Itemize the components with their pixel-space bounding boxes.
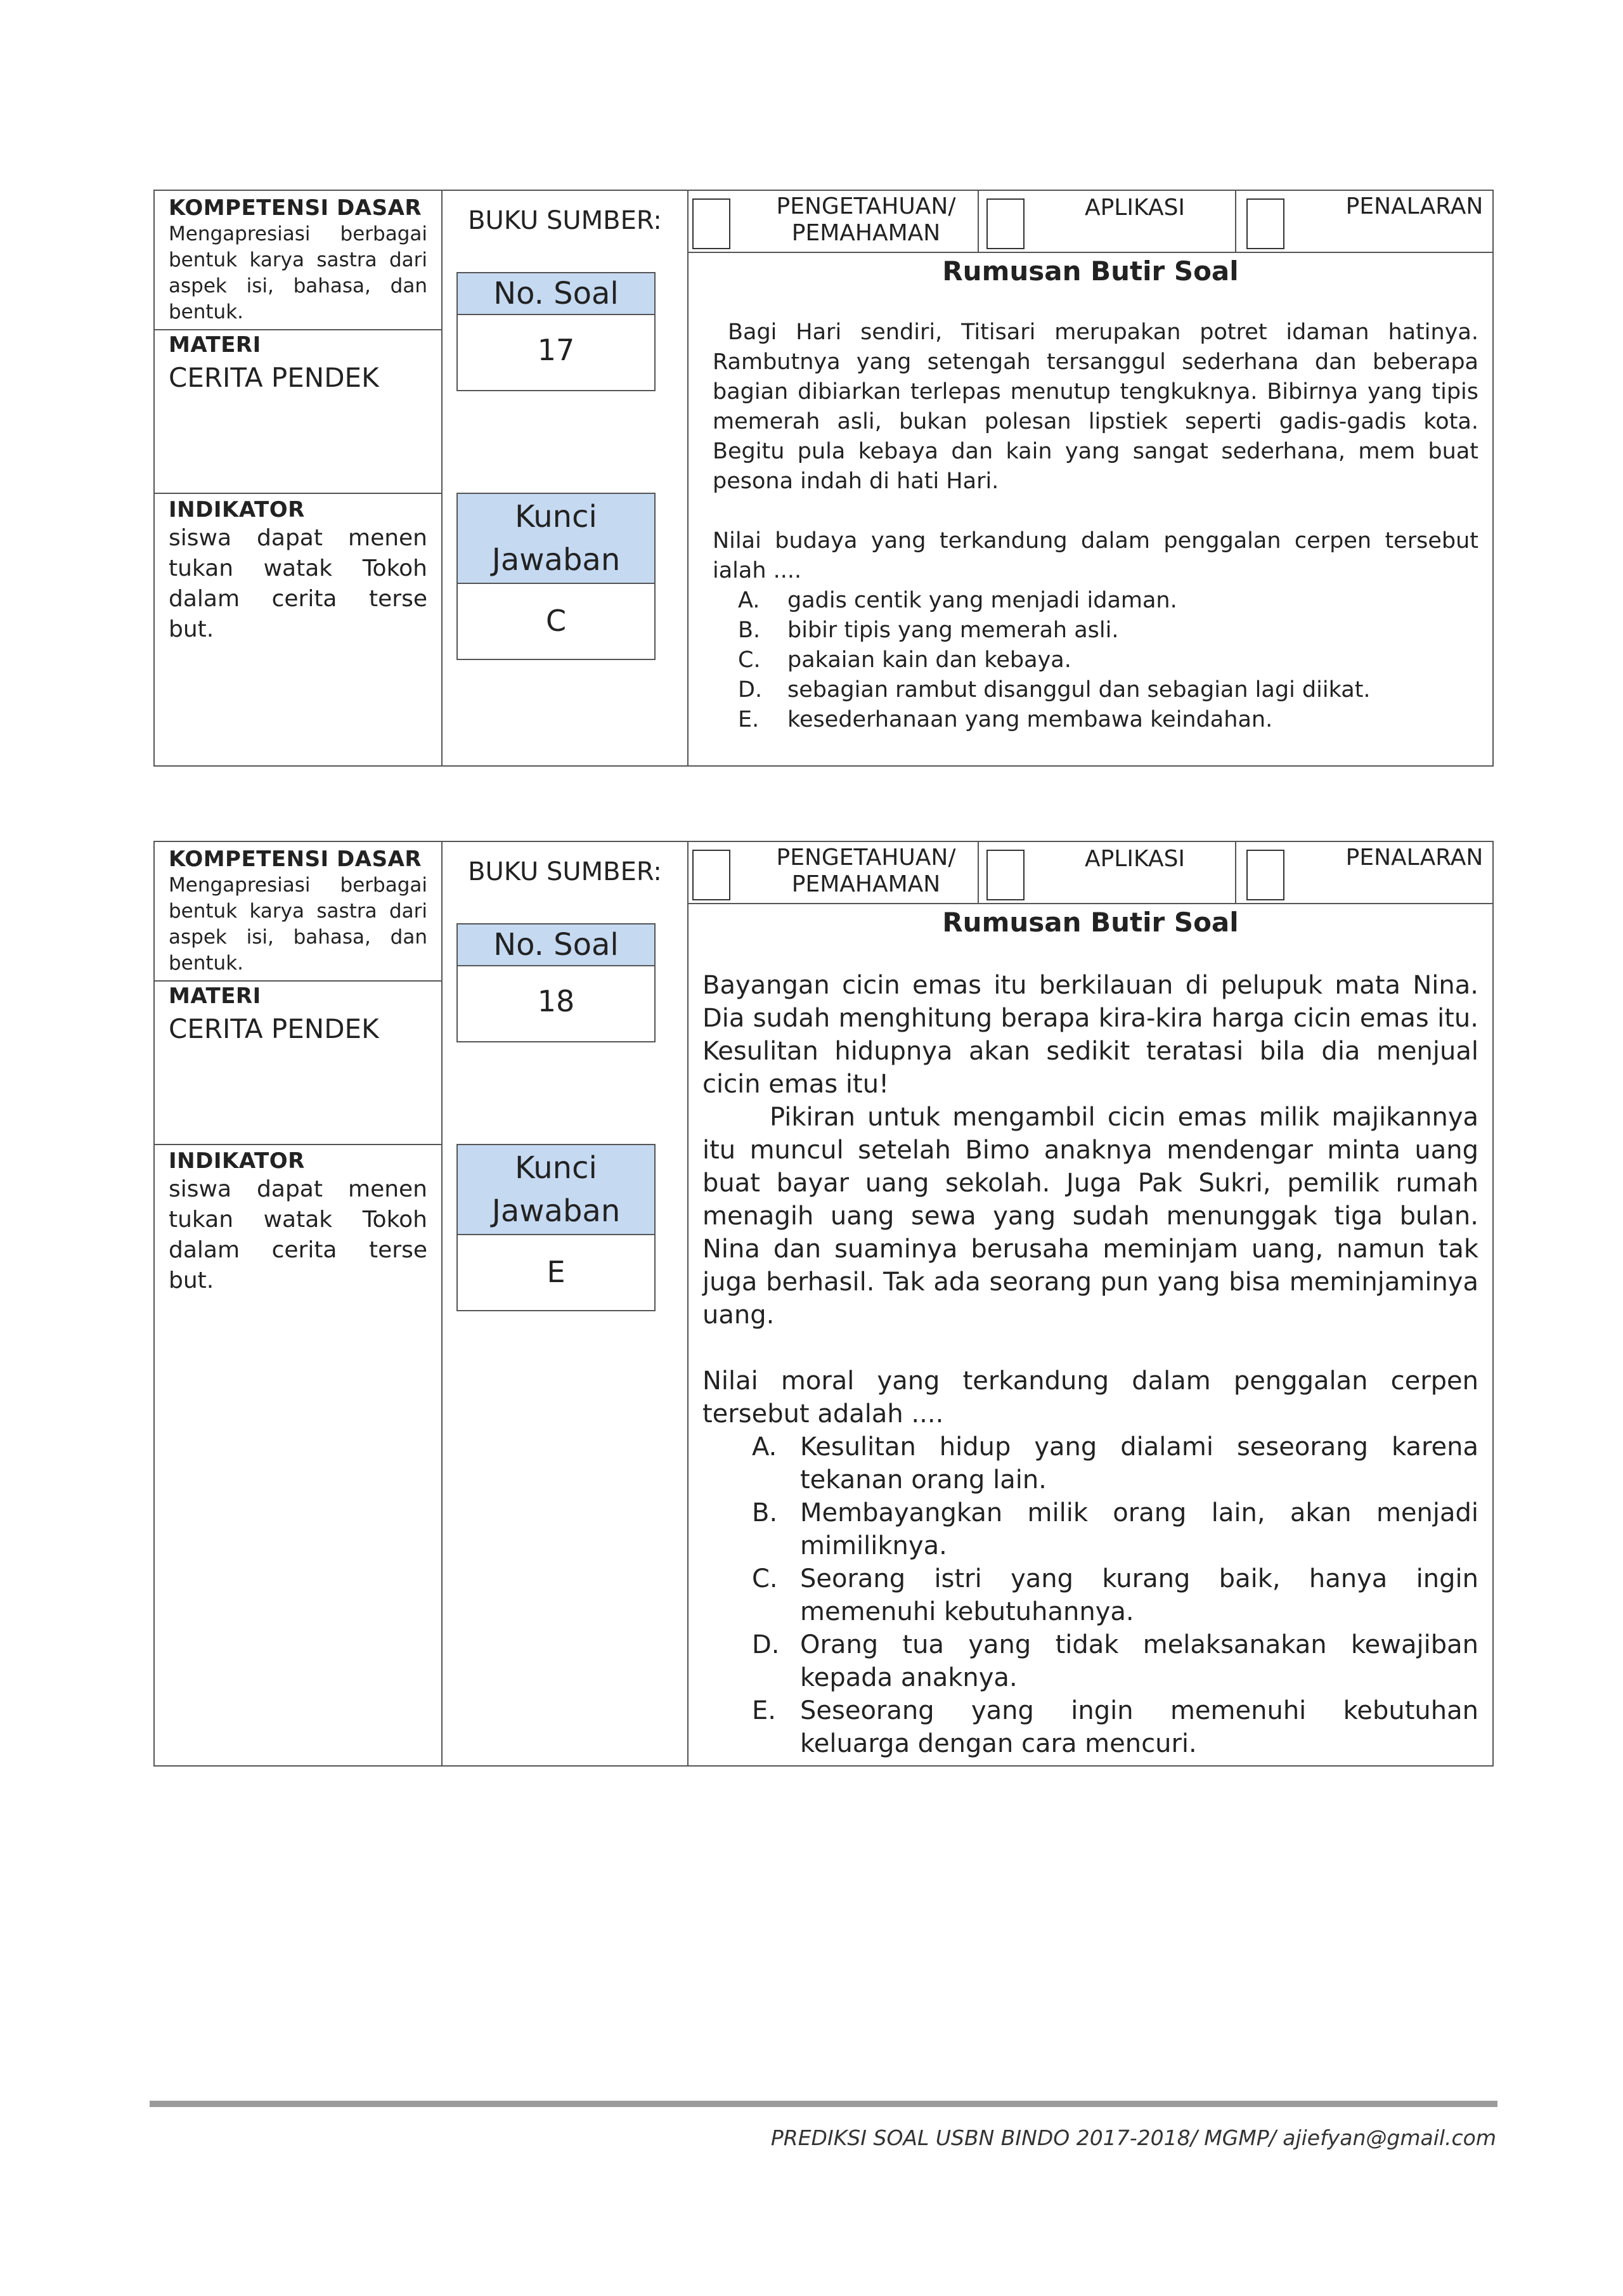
kompetensi-dasar-section <box>169 846 427 976</box>
option-label: B. <box>738 618 761 643</box>
option-text: kesederhanaan yang membawa keindahan. <box>787 707 1273 732</box>
buku-sumber-label: BUKU SUMBER: <box>468 206 662 235</box>
option-c <box>702 1562 1478 1628</box>
option-label: E. <box>752 1696 776 1725</box>
question-card-18 <box>153 841 1494 1767</box>
rumusan-heading: Rumusan Butir Soal <box>942 907 1239 938</box>
buku-sumber-label: BUKU SUMBER: <box>468 857 662 886</box>
option-text: Kesulitan hidup yang dialami seseorang karena tekanan orang lain. <box>800 1432 1478 1495</box>
divider <box>978 191 979 252</box>
kunci-jawaban-box <box>456 493 656 660</box>
option-label: B. <box>752 1498 778 1527</box>
kompetensi-dasar-text: Mengapresiasi berbagai bentuk karya sastra dari aspek isi, bahasa, dan bentuk. <box>169 874 427 975</box>
pengetahuan-label-line1: PENGETAHUAN/ <box>776 193 956 219</box>
option-text: bibir tipis yang memerah asli. <box>787 618 1119 643</box>
kunci-jawaban-heading <box>458 494 654 584</box>
materi-heading: MATERI <box>169 983 261 1009</box>
question-stem: Nilai budaya yang terkandung dalam penggalan cerpen tersebut ialah .... <box>713 528 1478 583</box>
question-column <box>689 191 1492 765</box>
option-text: gadis centik yang menjadi idaman. <box>787 588 1177 613</box>
kompetensi-dasar-heading: KOMPETENSI DASAR <box>169 195 422 221</box>
answer-options <box>713 586 1478 735</box>
no-soal-value: 18 <box>537 984 575 1018</box>
aplikasi-checkbox[interactable] <box>986 198 1025 249</box>
no-soal-value: 17 <box>537 333 575 367</box>
question-card-17 <box>153 190 1494 767</box>
option-b <box>713 616 1478 645</box>
kunci-jawaban-value: E <box>546 1255 566 1289</box>
indikator-text: siswa dapat menen tukan watak Tokoh dalam cerita terse but. <box>169 525 427 642</box>
option-text: Orang tua yang tidak melaksanakan kewajiban kepada anaknya. <box>800 1630 1478 1692</box>
option-label: D. <box>752 1630 780 1659</box>
penalaran-label: PENALARAN <box>1345 193 1484 219</box>
option-a <box>702 1430 1478 1496</box>
kompetensi-dasar-section <box>169 195 427 325</box>
option-label: C. <box>738 647 761 673</box>
option-d <box>702 1628 1478 1694</box>
kunci-jawaban-heading <box>458 1145 654 1235</box>
divider <box>1235 191 1236 252</box>
option-e <box>713 705 1478 735</box>
option-text: Seorang istri yang kurang baik, hanya ingin memenuhi kebutuhannya. <box>800 1564 1478 1626</box>
materi-text: CERITA PENDEK <box>169 362 379 393</box>
aplikasi-checkbox[interactable] <box>986 850 1025 900</box>
option-a <box>713 586 1478 616</box>
option-label: D. <box>738 677 763 703</box>
materi-section <box>169 983 427 1046</box>
footer-rule <box>150 2101 1497 2107</box>
question-body <box>702 969 1478 1760</box>
materi-section <box>169 332 427 395</box>
no-soal-box <box>456 272 656 391</box>
kunci-label: Kunci <box>515 499 597 535</box>
pengetahuan-checkbox[interactable] <box>692 198 730 249</box>
passage-paragraph: Pikiran untuk mengambil cicin emas milik majikannya itu muncul setelah Bimo anaknya mendengar minta uang buat bayar uang sekolah. Juga Pak Sukri, pemilik rumah menagih uang sewa yang sudah menunggak tiga bulan. Nina dan suaminya berusaha meminjam uang, namun tak juga berhasil. Tak ada seorang pun yang bisa meminjaminya uang. <box>702 1103 1478 1330</box>
penalaran-checkbox[interactable] <box>1246 198 1284 249</box>
meta-column <box>443 842 689 1765</box>
question-stem: Nilai moral yang terkandung dalam penggalan cerpen tersebut adalah .... <box>702 1366 1478 1429</box>
kunci-label: Kunci <box>515 1150 597 1186</box>
option-b <box>702 1496 1478 1562</box>
option-text: pakaian kain dan kebaya. <box>787 647 1071 673</box>
divider <box>978 842 979 903</box>
option-c <box>713 645 1478 675</box>
kompetensi-dasar-text: Mengapresiasi berbagai bentuk karya sastra dari aspek isi, bahasa, dan bentuk. <box>169 223 427 323</box>
question-column <box>689 842 1492 1765</box>
question-body <box>713 318 1478 735</box>
meta-column <box>443 191 689 765</box>
indikator-section <box>169 1148 427 1296</box>
pengetahuan-label <box>752 845 980 898</box>
indikator-text: siswa dapat menen tukan watak Tokoh dalam cerita terse but. <box>169 1176 427 1294</box>
option-label: E. <box>738 707 760 732</box>
indikator-heading: INDIKATOR <box>169 1148 305 1174</box>
pengetahuan-label <box>752 193 980 247</box>
answer-options <box>702 1430 1478 1760</box>
passage-paragraph: Bagi Hari sendiri, Titisari merupakan potret idaman hatinya. Rambutnya yang setengah tersanggul sederhana dan beberapa bagian dibiarkan terlepas menutup tengkuknya. Bibirnya yang tipis memerah asli, bukan polesan lipstiek seperti gadis-gadis kota. Begitu pula kebaya dan kain yang sangat sederhana, mem buat pesona indah di hati Hari. <box>713 320 1478 494</box>
pengetahuan-label-line1: PENGETAHUAN/ <box>776 845 956 871</box>
divider <box>155 493 441 494</box>
option-e <box>702 1694 1478 1760</box>
aplikasi-label: APLIKASI <box>1084 195 1186 221</box>
penalaran-checkbox[interactable] <box>1246 850 1284 900</box>
materi-text: CERITA PENDEK <box>169 1013 379 1044</box>
jawaban-label: Jawaban <box>491 1193 621 1229</box>
footer-text: PREDIKSI SOAL USBN BINDO 2017-2018/ MGMP/ ajiefyan@gmail.com <box>770 2125 1496 2150</box>
pengetahuan-label-line2: PEMAHAMAN <box>791 220 941 246</box>
info-column <box>155 842 443 1765</box>
option-label: A. <box>738 588 760 613</box>
pengetahuan-label-line2: PEMAHAMAN <box>791 871 941 897</box>
no-soal-heading: No. Soal <box>458 273 654 315</box>
materi-heading: MATERI <box>169 332 261 358</box>
option-label: C. <box>752 1564 778 1593</box>
penalaran-label: PENALARAN <box>1345 845 1484 871</box>
aplikasi-label: APLIKASI <box>1084 846 1186 872</box>
option-text: Membayangkan milik orang lain, akan menjadi mimiliknya. <box>800 1498 1478 1560</box>
no-soal-heading: No. Soal <box>458 924 654 966</box>
option-text: Seseorang yang ingin memenuhi kebutuhan keluarga dengan cara mencuri. <box>800 1696 1478 1758</box>
divider <box>155 1144 441 1145</box>
pengetahuan-checkbox[interactable] <box>692 850 730 900</box>
jawaban-label: Jawaban <box>491 542 621 578</box>
divider <box>1235 842 1236 903</box>
option-d <box>713 675 1478 705</box>
divider <box>155 329 441 330</box>
option-text: sebagian rambut disanggul dan sebagian lagi diikat. <box>787 677 1371 703</box>
rumusan-heading: Rumusan Butir Soal <box>942 256 1239 287</box>
kunci-jawaban-box <box>456 1144 656 1311</box>
kompetensi-dasar-heading: KOMPETENSI DASAR <box>169 846 422 872</box>
cognitive-level-bar <box>689 191 1492 253</box>
no-soal-box <box>456 923 656 1042</box>
indikator-section <box>169 496 427 645</box>
info-column <box>155 191 443 765</box>
kunci-jawaban-value: C <box>545 604 567 638</box>
divider <box>155 980 441 982</box>
passage-paragraph: Bayangan cicin emas itu berkilauan di pelupuk mata Nina. Dia sudah menghitung berapa kira-kira harga cicin emas itu. Kesulitan hidupnya akan sedikit teratasi bila dia menjual cicin emas itu! <box>702 971 1478 1099</box>
indikator-heading: INDIKATOR <box>169 497 305 522</box>
option-label: A. <box>752 1432 777 1462</box>
cognitive-level-bar <box>689 842 1492 904</box>
